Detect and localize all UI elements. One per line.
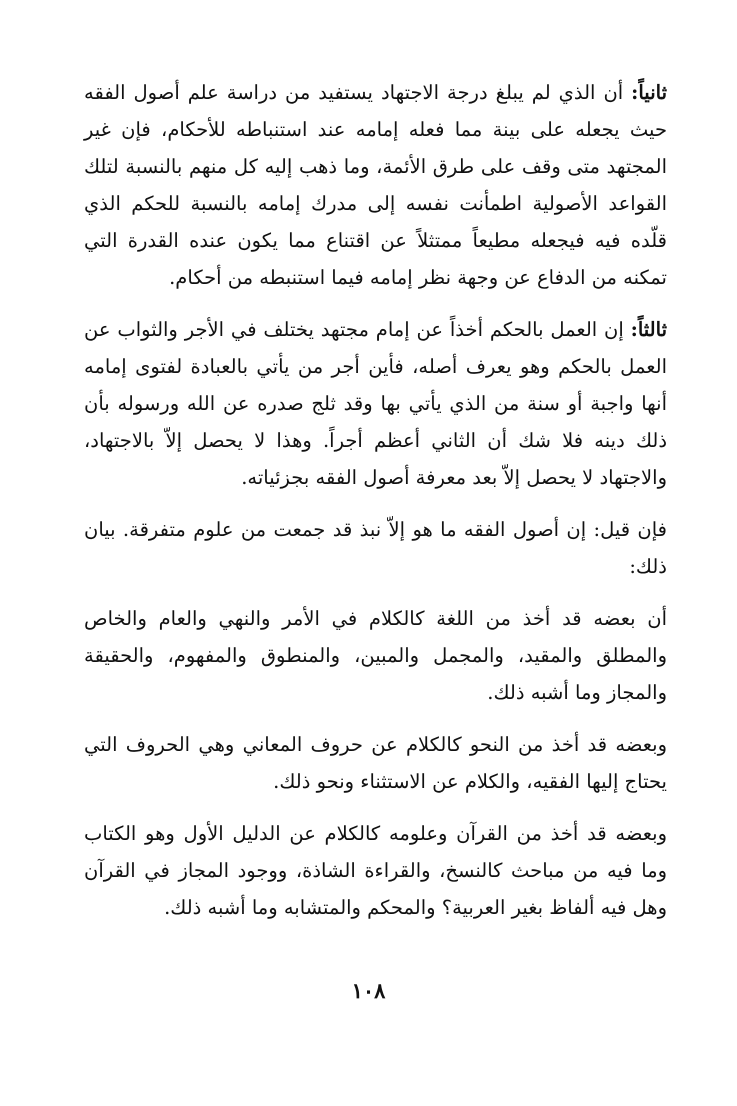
paragraph-text: وبعضه قد أخذ من القرآن وعلومه كالكلام عن الدليل الأول وهو الكتاب وما فيه من مباحث كالنسخ، والقراءة الشاذة، ووجود المجاز في القرآن وهل فيه ألفاظ بغير العربية؟ والمحكم والمتشابه وما أشبه ذلك.	[84, 822, 667, 919]
paragraph-text: أن الذي لم يبلغ درجة الاجتهاد يستفيد من دراسة علم أصول الفقه حيث يجعله على بينة مما فعله إمامه عند استنباطه للأحكام، فإن غير المجتهد متى وقف على طرق الأئمة، وما ذهب إليه كل منهم بالنسبة لتلك القواعد الأصولية اطمأنت نفسه إلى مدرك إمامه بالنسبة للحكم الذي قلّده فيه فيجعله مطيعاً ممتثلاً عن اقتناع مما يكون عنده القدرة التي تمكنه من الدفاع عن وجهة نظر إمامه فيما استنبطه من أحكام.	[84, 81, 667, 289]
paragraph-secondly	[84, 74, 667, 296]
paragraph-language	[84, 600, 667, 711]
paragraph-text: وبعضه قد أخذ من النحو كالكلام عن حروف المعاني وهي الحروف التي يحتاج إليها الفقيه، والكلام عن الاستثناء ونحو ذلك.	[84, 733, 667, 793]
paragraph-lead: ثالثاً:	[630, 318, 667, 341]
paragraph-quran	[84, 815, 667, 926]
paragraph-lead: ثانياً:	[631, 81, 667, 104]
paragraph-thirdly	[84, 311, 667, 496]
paragraph-text: إن العمل بالحكم أخذاً عن إمام مجتهد يختلف في الأجر والثواب عن العمل بالحكم وهو يعرف أصله، فأين أجر من يأتي بالعبادة لفتوى إمامه أنها واجبة أو سنة من الذي يأتي بها وقد ثلج صدره عن الله ورسوله بأن ذلك دينه فلا شك أن الثاني أعظم أجراً. وهذا لا يحصل إلاّ بالاجتهاد، والاجتهاد لا يحصل إلاّ بعد معرفة أصول الفقه بجزئياته.	[84, 318, 667, 489]
page-number: ١٠٨	[351, 978, 386, 1003]
paragraph-text: فإن قيل: إن أصول الفقه ما هو إلاّ نبذ قد جمعت من علوم متفرقة. بيان ذلك:	[84, 518, 667, 578]
paragraph-grammar	[84, 726, 667, 800]
paragraph-objection	[84, 511, 667, 585]
paragraph-text: أن بعضه قد أخذ من اللغة كالكلام في الأمر والنهي والعام والخاص والمطلق والمقيد، والمجمل والمبين، والمنطوق والمفهوم، والحقيقة والمجاز وما أشبه ذلك.	[84, 607, 667, 704]
